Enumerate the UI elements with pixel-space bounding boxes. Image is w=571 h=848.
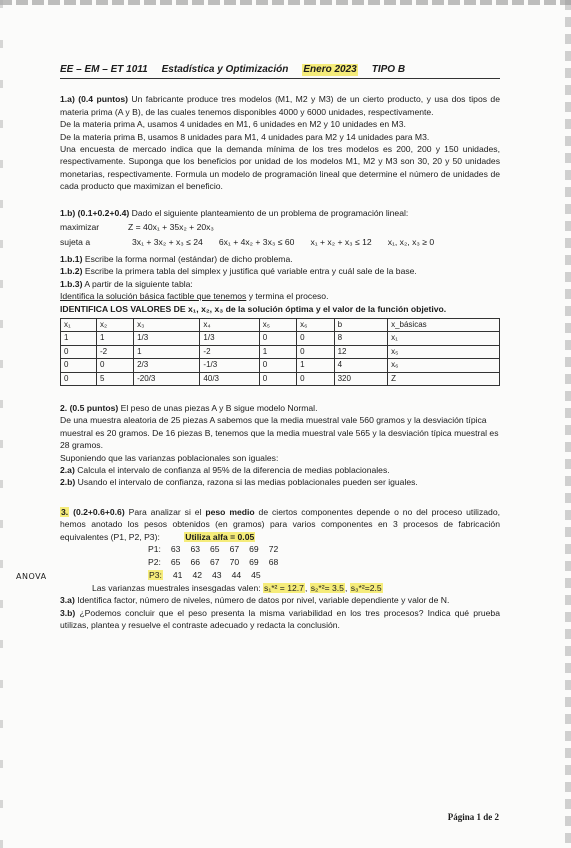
alpha-note: Utiliza alfa = 0.05 (185, 531, 255, 542)
q2-intro: El peso de unas piezas A y B sigue modelo Normal. (120, 402, 318, 413)
sample-value: 65 (210, 544, 220, 554)
table-cell: 1 (61, 332, 97, 345)
table-row (61, 332, 500, 345)
subject-name: Estadística y Optimización (161, 64, 289, 75)
sample-value: 70 (229, 557, 240, 567)
sample-value: 67 (229, 544, 240, 554)
variance-value: s₃*²=2.5 (350, 583, 382, 593)
q1b3-underlined: Identifica la solución básica factible que tenemos (60, 291, 247, 302)
sample-value: 66 (190, 557, 201, 567)
q2-assumption: Suponiendo que las varianzas poblacionales son iguales: (60, 452, 279, 463)
table-cell: 12 (334, 345, 388, 358)
q1b-label: 1.b) (60, 207, 76, 218)
question-2 (60, 402, 500, 489)
q1b3-label: 1.b.3) (60, 278, 83, 289)
table-cell: 320 (334, 372, 388, 385)
objective-function: Z = 40x₁ + 35x₂ + 20x₃ (128, 222, 214, 233)
sample-value: 45 (251, 570, 261, 580)
q1a-points: (0.4 puntos) (78, 94, 128, 105)
table-cell: 1 (134, 345, 200, 358)
q3a-label: 3.a) (60, 595, 75, 606)
sample-value: 42 (192, 570, 203, 580)
q1b3-text: A partir de la siguiente tabla: (84, 278, 193, 289)
sample-value: 65 (170, 557, 181, 567)
table-cell: x₆ (388, 359, 500, 372)
table-cell: 0 (259, 372, 296, 385)
q1b2-label: 1.b.2) (60, 266, 83, 277)
variance-value: s₂*²= 3.5 (310, 583, 344, 593)
constraints-row (60, 236, 500, 248)
q3b-label: 3.b) (60, 607, 76, 618)
q1b-intro: Dado el siguiente planteamiento de un problema de programación lineal: (131, 207, 409, 218)
scan-edge-left (0, 0, 3, 848)
exam-header (60, 64, 500, 79)
table-row (61, 359, 500, 372)
sample-row (148, 556, 500, 569)
q2b-text: Usando el intervalo de confianza, razona si las medias poblacionales pueden ser iguales. (77, 477, 418, 488)
tableau-header: x₆ (297, 318, 334, 331)
sample-row (148, 569, 500, 582)
subject-to-label: sujeta a (60, 237, 91, 248)
table-cell: x₁ (388, 332, 500, 345)
sample-value: 41 (172, 570, 183, 580)
tableau-header: x₅ (259, 318, 296, 331)
sample-row (148, 543, 500, 556)
table-cell: Z (388, 372, 500, 385)
table-cell: 0 (61, 345, 97, 358)
q2-paragraph: De una muestra aleatoria de 25 piezas A sabemos que la media muestral vale 560 gramos y la desviación típica muestral es 20 gramos. De 16 piezas B, tenemos que la media muestral vale 565 y la desviación típica muestral es 28 gramos. (60, 415, 499, 451)
tableau-header: x₂ (97, 318, 134, 331)
constraint-3: x₁ + x₂ + x₃ ≤ 12 (310, 237, 372, 248)
tableau-header: b (334, 318, 388, 331)
q2b-label: 2.b) (60, 477, 76, 488)
q1a-text3: De la materia prima B, usamos 8 unidades para M1, 4 unidades para M2 y 14 unidades para M3. (60, 131, 430, 142)
q2-label: 2. (60, 402, 68, 413)
q1a-label: 1.a) (60, 94, 75, 105)
sample-value: 67 (210, 557, 220, 567)
table-cell: 2/3 (134, 359, 200, 372)
constraint-1: 3x₁ + 3x₂ + x₃ ≤ 24 (132, 237, 203, 248)
table-cell: -1/3 (200, 359, 259, 372)
sample-value: 63 (170, 544, 181, 554)
q3-text1: Para analizar si el (128, 506, 202, 517)
sample-value: 63 (190, 544, 201, 554)
q3-text2: de ciertos componentes depende o no del proceso utilizado, hemos anotado los pesos obtenidos (en gramos) para varios componentes en 3 procesos de fabricación equivalentes (P1, P2, P3): (60, 506, 500, 542)
table-cell: 0 (297, 332, 334, 345)
sample-value: 68 (268, 557, 279, 567)
sample-value: 72 (268, 544, 279, 554)
handwritten-margin-note: ANOVA (16, 572, 47, 581)
table-row (61, 345, 500, 358)
table-cell: 0 (259, 332, 296, 345)
variance-value: s₁*² = 12.7 (264, 583, 304, 593)
q1b2-text: Escribe la primera tabla del simplex y justifica qué variable entra y cuál sale de la base. (84, 266, 417, 277)
table-cell: -20/3 (134, 372, 200, 385)
table-cell: 1 (97, 332, 134, 345)
q1b1-label: 1.b.1) (60, 253, 83, 264)
q1b-points: (0.1+0.2+0.4) (77, 207, 130, 218)
variances-line: Las varianzas muestrales insesgadas valen: s₁*² = 12.7, s₂*²= 3.5, s₃*²=2.5 (92, 583, 382, 593)
exam-date: Enero 2023 (303, 64, 357, 75)
simplex-tableau (60, 318, 500, 386)
tableau-header: x₁ (61, 318, 97, 331)
q3a-text: Identifica factor, número de niveles, número de datos por nivel, variable dependiente y valor de N. (77, 595, 450, 606)
nonnegativity: x₁, x₂, x₃ ≥ 0 (387, 237, 435, 248)
q2a-text: Calcula el intervalo de confianza al 95% de la diferencia de medias poblacionales. (77, 464, 390, 475)
q3-points: (0.2+0.6+0.6) (73, 506, 125, 517)
variances-label: Las varianzas muestrales insesgadas valen: (92, 583, 261, 593)
identify-instruction: IDENTIFICA LOS VALORES DE x₁, x₂, x₃ de la solución óptima y el valor de la función objetivo. (60, 303, 447, 314)
q1b1-text: Escribe la forma normal (estándar) de dicho problema. (84, 253, 293, 264)
page-number: Página 1 de 2 (447, 812, 499, 822)
q1a-text1: Un fabricante produce tres modelos (M1, M2 y M3) de un cierto producto, y usa dos tipos de materia prima (A y B), de las cuales tenemos disponibles 4000 y 6000 unidades, respectivamente. (60, 94, 500, 117)
table-cell: 0 (97, 359, 134, 372)
scan-edge-right (565, 0, 571, 848)
tableau-header: x₃ (134, 318, 200, 331)
table-cell: -2 (200, 345, 259, 358)
tableau-header: x_básicas (388, 318, 500, 331)
scan-edge-top (0, 0, 571, 5)
table-cell: x₅ (388, 345, 500, 358)
constraint-2: 6x₁ + 4x₂ + 3x₃ ≤ 60 (218, 237, 295, 248)
table-cell: 1/3 (200, 332, 259, 345)
table-cell: 40/3 (200, 372, 259, 385)
table-row (61, 372, 500, 385)
sample-name: P1: (148, 544, 161, 554)
sample-value: 43 (212, 570, 222, 580)
table-cell: 0 (259, 359, 296, 372)
q3-bold-term: peso medio (205, 506, 255, 517)
q1a-text2: De la materia prima A, usamos 4 unidades en M1, 6 unidades en M2 y 10 unidades en M3. (60, 119, 406, 130)
sample-name: P2: (148, 557, 161, 567)
question-3 (60, 506, 500, 632)
q1b3-rest: y termina el proceso. (246, 291, 329, 302)
objective-row (60, 221, 500, 233)
question-1b (60, 207, 500, 386)
sample-data (148, 543, 500, 582)
q3b-text: ¿Podemos concluir que el peso presenta la misma variabilidad en los tres procesos? Indica qué prueba utilizas, plantea y resuelve el contraste adecuado y redacta la conclusión. (60, 607, 500, 631)
table-cell: 1 (297, 359, 334, 372)
sample-value: 69 (249, 557, 259, 567)
table-cell: 0 (297, 345, 334, 358)
table-cell: 0 (61, 359, 97, 372)
table-cell: 4 (334, 359, 388, 372)
course-code: EE – EM – ET 1011 (60, 64, 148, 75)
table-cell: 1/3 (134, 332, 200, 345)
exam-type: TIPO B (371, 64, 406, 75)
q2a-label: 2.a) (60, 464, 75, 475)
table-cell: -2 (97, 345, 134, 358)
table-cell: 1 (259, 345, 296, 358)
maximize-label: maximizar (60, 222, 100, 233)
sample-name: P3: (149, 570, 162, 580)
q3-label: 3. (61, 506, 69, 517)
table-cell: 0 (297, 372, 334, 385)
table-cell: 0 (61, 372, 97, 385)
tableau-header: x₄ (200, 318, 259, 331)
question-1a (60, 93, 500, 192)
q1a-text4: Una encuesta de mercado indica que la demanda mínima de los tres modelos es 200, 200 y 150 unidades, respectivamente. Suponga que los beneficios por unidad de los modelos M1, M2 y M3 son 30, 20 y 50 unidades monetarias, respectivamente. Formula un modelo de programación lineal que determine el número de unidades de cada producto que maximizan el beneficio. (60, 144, 500, 192)
q2-points: (0.5 puntos) (69, 402, 119, 413)
exam-page (60, 64, 500, 632)
table-cell: 5 (97, 372, 134, 385)
table-cell: 8 (334, 332, 388, 345)
tableau-header-row (61, 318, 500, 331)
sample-value: 44 (231, 570, 242, 580)
sample-value: 69 (249, 544, 259, 554)
